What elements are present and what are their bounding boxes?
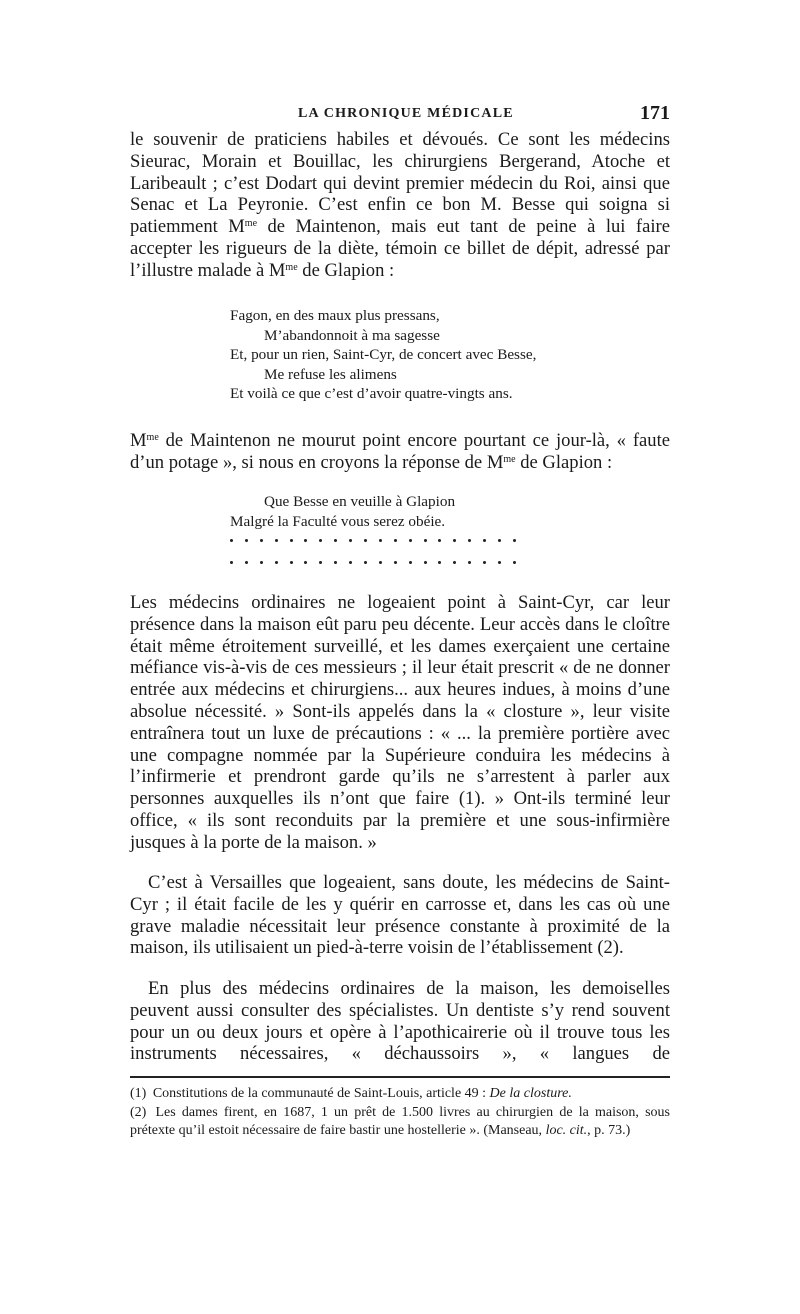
paragraph-physicians: le souvenir de praticiens habiles et dévoués. Ce sont les médecins Sieurac, Morain et Bouillac, les chirurgiens Bergerand, Atoche et Laribeault ; c’est Dodart qui devint premier médecin du Roi, ainsi que Senac et La Peyronie. C’est enfin ce bon M. Besse qui soigna si patiemment $M^{me}$ de Maintenon, mais eut tant de peine à lui faire accepter les rigueurs de la diète, témoin ce billet de dépit, adressé par l’illustre malade à $M^{me}$ de Glapion : bbox=[130, 129, 670, 281]
verse-line: Et, pour un rien, Saint-Cyr, de concert avec Besse, bbox=[230, 346, 537, 363]
page-number: 171 bbox=[640, 102, 670, 124]
footnote-1: (1) Constitutions de la communauté de Saint-Louis, article 49 : De la closture. bbox=[130, 1086, 572, 1101]
paragraph-specialists: En plus des médecins ordinaires de la maison, les demoiselles peuvent aussi consulter des spécialistes. Un dentiste s’y rend souvent pour un ou deux jours et opère à l’apothicairerie où il trouve tous les instruments nécessaires, « déchaussoirs », « langues de bbox=[130, 978, 670, 1065]
verse-line: Que Besse en veuille à Glapion bbox=[264, 493, 456, 510]
verse-line: Malgré la Faculté vous serez obéie. bbox=[230, 512, 446, 530]
ellipsis-row bbox=[230, 533, 516, 547]
paragraph-potage: $M^{me}$ de Maintenon ne mourut point encore pourtant ce jour-là, « faute d’un potage », si nous en croyons la réponse de $M^{me}$ de Glapion : bbox=[130, 430, 670, 473]
verse-line: Fagon, en des maux plus pressans, bbox=[230, 307, 440, 324]
paragraph-versailles: C’est à Versailles que logeaient, sans doute, les médecins de Saint-Cyr ; il était facile de les y quérir en carrosse et, dans les cas où une grave maladie nécessitait leur présence constante à proximité de la maison, ils utilisaient un pied-à-terre voisin de l’établissement (2). bbox=[130, 872, 670, 959]
footnote-rule bbox=[130, 1076, 670, 1078]
verse-line: Me refuse les alimens bbox=[264, 365, 397, 383]
verse-maintenon bbox=[230, 306, 670, 404]
footnote-2: (2) Les dames firent, en 1687, 1 un prêt de 1.500 livres au chirurgien de la maison, sous prétexte qu’il estoit nécessaire de faire bastir une hostellerie ». (Manseau, loc. cit., p. 73.) bbox=[130, 1105, 670, 1138]
running-head bbox=[130, 104, 670, 126]
verse-line: M’abandonnoit à ma sagesse bbox=[264, 326, 440, 344]
ellipsis-row bbox=[230, 555, 516, 569]
journal-title: LA CHRONIQUE MÉDICALE bbox=[298, 106, 514, 121]
verse-line: Et voilà ce que c’est d’avoir quatre-vingts ans. bbox=[230, 385, 513, 402]
verse-glapion bbox=[230, 492, 670, 531]
paragraph-closture: Les médecins ordinaires ne logeaient point à Saint-Cyr, car leur présence dans la maison eût paru peu décente. Leur accès dans le cloître était même étroitement surveillé, et les dames exerçaient une certaine méfiance vis-à-vis de ces messieurs ; il leur était prescrit « de ne donner entrée aux médecins et chirurgiens... aux heures indues, à moins d’une absolue nécessité. » Sont-ils appelés dans la « closture », leur visite entraînera tout un luxe de précautions : « ... la première portière avec une compagne nommée par la Supérieure conduira les médecins à l’infirmerie et prendront garde qu’ils ne s’arrestent à parler aux personnes auxquelles ils n’ont que faire (1). » Ont-ils terminé leur office, « ils sont reconduits par la première et une sous-infirmière jusques à la porte de la maison. » bbox=[130, 592, 670, 853]
